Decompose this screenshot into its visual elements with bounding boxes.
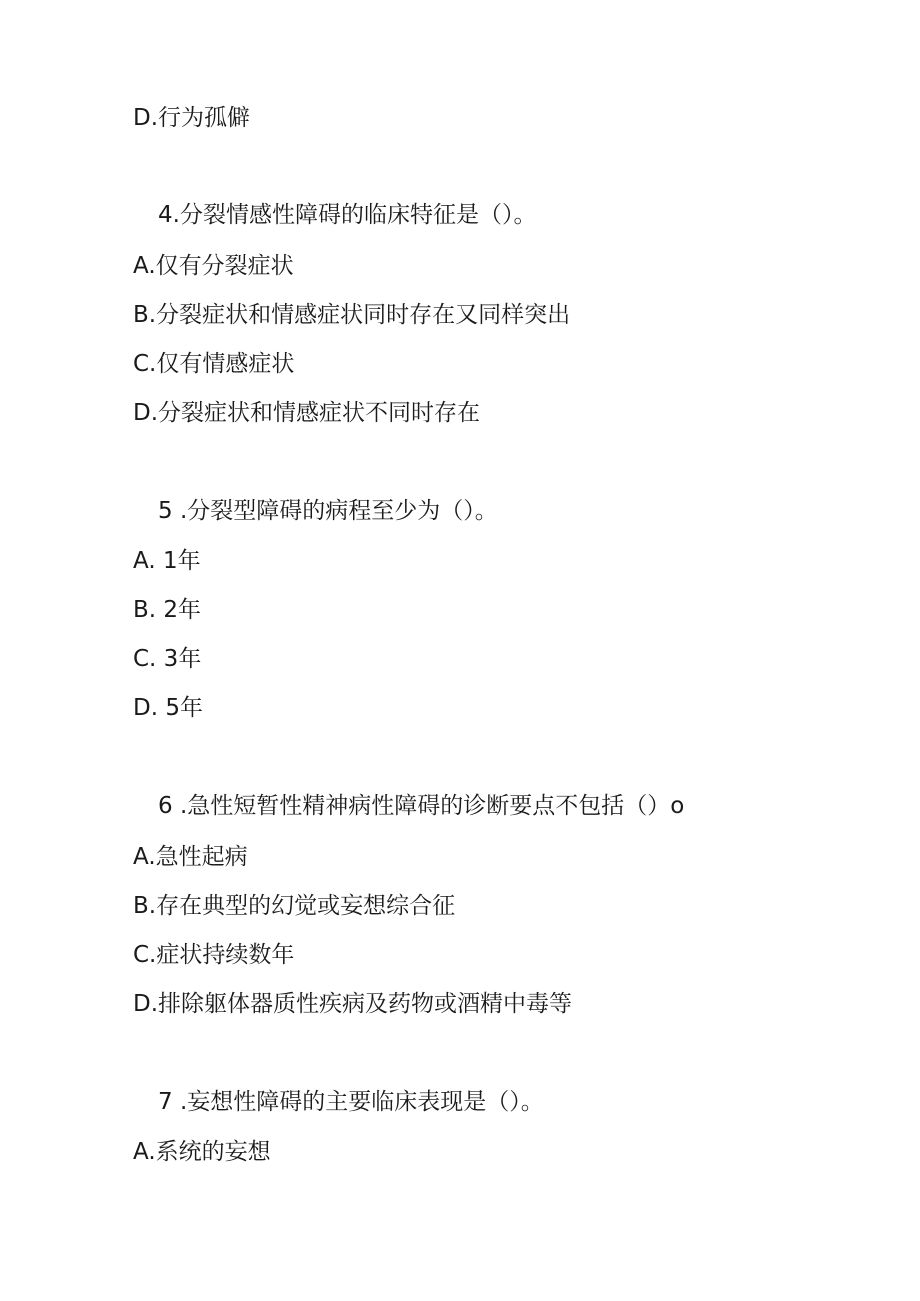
question-6-option-c: C.症状持续数年 (133, 942, 295, 968)
question-6-option-b: B.存在典型的幻觉或妄想综合征 (133, 893, 456, 919)
question-5-option-a: A. 1年 (133, 548, 201, 574)
question-5-option-c: C. 3年 (133, 646, 202, 672)
question-5-option-d: D. 5年 (133, 695, 203, 721)
question-6-option-a: A.急性起病 (133, 844, 248, 870)
question-5-option-b: B. 2年 (133, 597, 202, 623)
question-4-option-c: C.仅有情感症状 (133, 351, 295, 377)
prev-question-option-d: D.行为孤僻 (133, 105, 251, 131)
question-7-stem: 7 .妄想性障碍的主要临床表现是（）。 (158, 1089, 544, 1115)
question-4-option-a: A.仅有分裂症状 (133, 253, 294, 279)
question-5-stem: 5 .分裂型障碍的病程至少为（）。 (158, 498, 498, 524)
question-6-stem: 6 .急性短暂性精神病性障碍的诊断要点不包括（）o (158, 793, 685, 819)
question-7-option-a: A.系统的妄想 (133, 1139, 271, 1165)
question-4-stem: 4.分裂情感性障碍的临床特征是（）。 (158, 202, 537, 228)
question-6-option-d: D.排除躯体器质性疾病及药物或酒精中毒等 (133, 991, 573, 1017)
question-4-option-d: D.分裂症状和情感症状不同时存在 (133, 400, 481, 426)
question-4-option-b: B.分裂症状和情感症状同时存在又同样突出 (133, 302, 571, 328)
